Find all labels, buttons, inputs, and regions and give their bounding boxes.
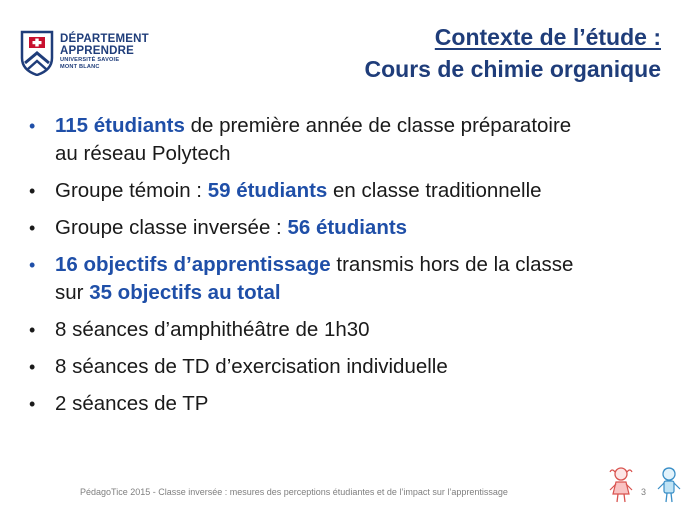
bullet-marker: • bbox=[29, 255, 36, 275]
title-line-2: Cours de chimie organique bbox=[364, 56, 661, 82]
bullet-marker: • bbox=[29, 394, 36, 414]
bullet-text: 2 séances de TP bbox=[55, 392, 209, 415]
footer-text: PédagoTice 2015 - Classe inversée : mesures des perceptions étudiantes et de l’impact sur l’apprentissage bbox=[80, 487, 508, 497]
bullet-highlight: 16 objectifs d’apprentissage bbox=[55, 253, 331, 276]
slide-title bbox=[365, 22, 662, 84]
department-logo bbox=[20, 30, 170, 82]
bullet-item bbox=[28, 112, 588, 168]
girl-figure-icon bbox=[609, 466, 633, 504]
logo-line-4: MONT BLANC bbox=[60, 63, 100, 70]
bullet-highlight: 115 étudiants bbox=[55, 114, 185, 137]
logo-text bbox=[60, 34, 149, 70]
bullet-item bbox=[28, 214, 588, 242]
bullet-marker: • bbox=[29, 181, 36, 201]
bullet-marker: • bbox=[29, 116, 36, 136]
bullet-text: Groupe classe inversée : bbox=[55, 216, 288, 239]
shield-logo-icon bbox=[20, 30, 54, 76]
bullet-highlight: 35 objectifs au total bbox=[89, 281, 281, 304]
bullet-item bbox=[28, 316, 588, 344]
bullet-marker: • bbox=[29, 320, 36, 340]
bullet-marker: • bbox=[29, 357, 36, 377]
bullet-text: 8 séances de TD d’exercisation individuelle bbox=[55, 355, 448, 378]
bullet-item bbox=[28, 251, 588, 307]
logo-line-1: DÉPARTEMENT bbox=[60, 33, 149, 45]
logo-line-3: UNIVERSITÉ SAVOIE bbox=[60, 57, 120, 63]
bullet-text: en classe traditionnelle bbox=[327, 179, 542, 202]
bullet-list bbox=[28, 112, 588, 427]
bullet-marker: • bbox=[29, 218, 36, 238]
bullet-text: transmis hors de la classe sur bbox=[55, 253, 574, 304]
bullet-item bbox=[28, 390, 588, 418]
page-number: 3 bbox=[641, 487, 647, 497]
bullet-item bbox=[28, 353, 588, 381]
bullet-text: Groupe témoin : bbox=[55, 179, 208, 202]
bullet-item bbox=[28, 177, 588, 205]
bullet-text: de première année de classe préparatoire au réseau Polytech bbox=[55, 114, 572, 165]
boy-figure-icon bbox=[657, 466, 681, 504]
logo-line-2: APPRENDRE bbox=[60, 44, 135, 57]
bullet-text: 8 séances d’amphithéâtre de 1h30 bbox=[55, 318, 370, 341]
title-line-1: Contexte de l’étude : bbox=[434, 24, 661, 50]
bullet-highlight: 56 étudiants bbox=[287, 216, 408, 239]
bullet-highlight: 59 étudiants bbox=[207, 179, 328, 202]
